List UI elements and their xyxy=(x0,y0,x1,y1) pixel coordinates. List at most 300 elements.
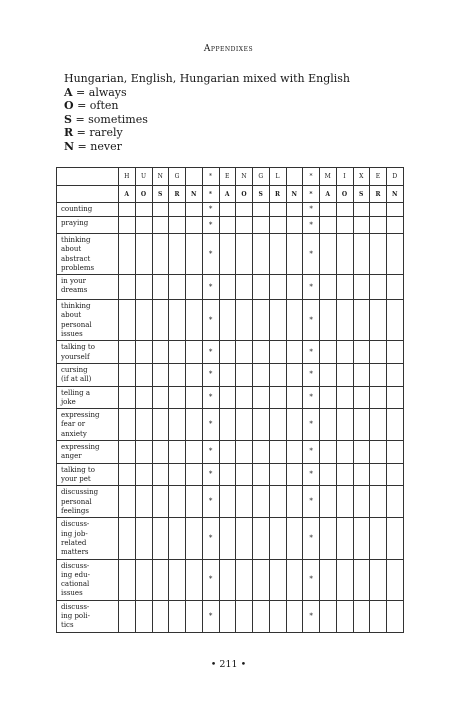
response-cell[interactable] xyxy=(253,203,270,217)
response-cell[interactable] xyxy=(320,386,337,409)
response-cell[interactable] xyxy=(169,600,186,632)
response-cell[interactable] xyxy=(370,409,387,441)
response-cell[interactable] xyxy=(152,300,169,341)
header-cell: R xyxy=(169,186,186,203)
response-cell[interactable] xyxy=(135,234,152,275)
response-cell[interactable] xyxy=(320,234,337,275)
response-cell[interactable] xyxy=(387,518,404,559)
response-cell[interactable] xyxy=(186,409,203,441)
response-cell[interactable] xyxy=(253,559,270,600)
response-cell[interactable] xyxy=(286,341,303,364)
response-cell[interactable] xyxy=(269,234,286,275)
response-cell[interactable] xyxy=(336,486,353,518)
response-cell[interactable] xyxy=(152,217,169,234)
response-cell[interactable] xyxy=(186,363,203,386)
response-cell[interactable] xyxy=(336,363,353,386)
header-cell: A xyxy=(119,186,136,203)
response-cell[interactable] xyxy=(336,600,353,632)
response-cell[interactable] xyxy=(186,559,203,600)
response-cell[interactable] xyxy=(202,600,219,632)
response-cell[interactable] xyxy=(269,559,286,600)
response-cell[interactable] xyxy=(202,341,219,364)
header-cell: O xyxy=(336,186,353,203)
response-cell[interactable] xyxy=(202,300,219,341)
row-label-line: related xyxy=(61,538,87,547)
response-cell[interactable] xyxy=(169,341,186,364)
response-cell[interactable] xyxy=(303,234,320,275)
response-cell[interactable] xyxy=(135,386,152,409)
response-cell[interactable] xyxy=(169,203,186,217)
row-label xyxy=(57,518,119,559)
response-cell[interactable] xyxy=(269,463,286,486)
response-cell[interactable] xyxy=(169,559,186,600)
response-cell[interactable] xyxy=(236,409,253,441)
response-cell[interactable] xyxy=(119,409,136,441)
response-cell[interactable] xyxy=(152,203,169,217)
header-cell: * xyxy=(303,168,320,186)
response-cell[interactable] xyxy=(202,234,219,275)
response-cell[interactable] xyxy=(135,463,152,486)
response-cell[interactable] xyxy=(202,463,219,486)
separator-mark: * xyxy=(208,497,213,506)
response-cell[interactable] xyxy=(169,441,186,464)
row-label-line: fear or xyxy=(61,420,86,429)
response-cell[interactable] xyxy=(269,409,286,441)
response-cell[interactable] xyxy=(370,275,387,300)
header-cell: D xyxy=(387,168,404,186)
response-cell[interactable] xyxy=(387,203,404,217)
response-cell[interactable] xyxy=(202,559,219,600)
response-cell[interactable] xyxy=(269,518,286,559)
response-cell[interactable] xyxy=(152,463,169,486)
response-cell[interactable] xyxy=(253,409,270,441)
response-cell[interactable] xyxy=(169,518,186,559)
separator-mark: * xyxy=(208,575,213,584)
row-label-line: expressing xyxy=(61,443,100,452)
response-cell[interactable] xyxy=(202,486,219,518)
response-cell[interactable] xyxy=(370,518,387,559)
response-cell[interactable] xyxy=(387,559,404,600)
response-cell[interactable] xyxy=(219,363,236,386)
response-cell[interactable] xyxy=(286,234,303,275)
response-cell[interactable] xyxy=(387,441,404,464)
response-cell[interactable] xyxy=(336,341,353,364)
legend-item xyxy=(64,86,350,100)
response-cell[interactable] xyxy=(186,486,203,518)
response-cell[interactable] xyxy=(353,234,370,275)
legend-code: A xyxy=(64,85,73,99)
response-cell[interactable] xyxy=(353,441,370,464)
response-cell[interactable] xyxy=(186,518,203,559)
response-cell[interactable] xyxy=(236,203,253,217)
response-cell[interactable] xyxy=(253,463,270,486)
response-cell[interactable] xyxy=(236,300,253,341)
header-cell: H xyxy=(119,168,136,186)
response-cell[interactable] xyxy=(320,409,337,441)
response-cell[interactable] xyxy=(119,234,136,275)
response-cell[interactable] xyxy=(119,217,136,234)
response-cell[interactable] xyxy=(253,275,270,300)
response-cell[interactable] xyxy=(152,518,169,559)
response-cell[interactable] xyxy=(169,409,186,441)
header-cell: I xyxy=(336,168,353,186)
response-cell[interactable] xyxy=(320,217,337,234)
response-cell[interactable] xyxy=(320,600,337,632)
response-cell[interactable] xyxy=(353,341,370,364)
response-cell[interactable] xyxy=(135,275,152,300)
response-cell[interactable] xyxy=(269,386,286,409)
response-cell[interactable] xyxy=(286,386,303,409)
response-cell[interactable] xyxy=(253,600,270,632)
row-label xyxy=(57,486,119,518)
response-cell[interactable] xyxy=(303,300,320,341)
response-cell[interactable] xyxy=(152,386,169,409)
response-cell[interactable] xyxy=(387,234,404,275)
response-cell[interactable] xyxy=(169,386,186,409)
response-cell[interactable] xyxy=(303,363,320,386)
response-cell[interactable] xyxy=(370,234,387,275)
response-cell[interactable] xyxy=(236,518,253,559)
response-cell[interactable] xyxy=(336,441,353,464)
response-cell[interactable] xyxy=(387,363,404,386)
response-cell[interactable] xyxy=(370,441,387,464)
response-cell[interactable] xyxy=(320,463,337,486)
response-cell[interactable] xyxy=(253,386,270,409)
response-cell[interactable] xyxy=(119,600,136,632)
response-cell[interactable] xyxy=(336,386,353,409)
response-cell[interactable] xyxy=(219,341,236,364)
response-cell[interactable] xyxy=(370,600,387,632)
response-cell[interactable] xyxy=(119,463,136,486)
response-cell[interactable] xyxy=(236,217,253,234)
response-cell[interactable] xyxy=(219,518,236,559)
response-cell[interactable] xyxy=(303,518,320,559)
table-row xyxy=(57,217,404,234)
response-cell[interactable] xyxy=(370,463,387,486)
response-cell[interactable] xyxy=(219,486,236,518)
response-cell[interactable] xyxy=(336,559,353,600)
response-cell[interactable] xyxy=(119,300,136,341)
response-cell[interactable] xyxy=(186,463,203,486)
response-cell[interactable] xyxy=(219,600,236,632)
response-cell[interactable] xyxy=(387,341,404,364)
row-label-line: about xyxy=(61,311,82,320)
response-cell[interactable] xyxy=(236,463,253,486)
response-cell[interactable] xyxy=(387,217,404,234)
response-cell[interactable] xyxy=(320,275,337,300)
response-cell[interactable] xyxy=(269,275,286,300)
response-cell[interactable] xyxy=(135,363,152,386)
response-cell[interactable] xyxy=(387,409,404,441)
response-cell[interactable] xyxy=(202,363,219,386)
response-cell[interactable] xyxy=(387,275,404,300)
table-row xyxy=(57,203,404,217)
response-cell[interactable] xyxy=(286,600,303,632)
response-cell[interactable] xyxy=(202,386,219,409)
response-cell[interactable] xyxy=(253,234,270,275)
response-cell[interactable] xyxy=(135,409,152,441)
response-cell[interactable] xyxy=(387,300,404,341)
response-cell[interactable] xyxy=(303,409,320,441)
response-cell[interactable] xyxy=(303,441,320,464)
response-cell[interactable] xyxy=(152,600,169,632)
response-cell[interactable] xyxy=(152,341,169,364)
response-cell[interactable] xyxy=(353,486,370,518)
response-cell[interactable] xyxy=(320,341,337,364)
response-cell[interactable] xyxy=(387,600,404,632)
response-cell[interactable] xyxy=(135,300,152,341)
response-cell[interactable] xyxy=(303,559,320,600)
response-cell[interactable] xyxy=(236,559,253,600)
response-cell[interactable] xyxy=(269,300,286,341)
response-cell[interactable] xyxy=(152,363,169,386)
response-cell[interactable] xyxy=(336,463,353,486)
response-cell[interactable] xyxy=(353,203,370,217)
response-cell[interactable] xyxy=(119,441,136,464)
response-cell[interactable] xyxy=(286,300,303,341)
response-cell[interactable] xyxy=(269,341,286,364)
response-cell[interactable] xyxy=(370,386,387,409)
response-cell[interactable] xyxy=(219,463,236,486)
response-cell[interactable] xyxy=(353,518,370,559)
response-cell[interactable] xyxy=(219,559,236,600)
separator-mark: * xyxy=(208,315,213,324)
response-cell[interactable] xyxy=(152,234,169,275)
response-cell[interactable] xyxy=(186,300,203,341)
row-label-line: feelings xyxy=(61,506,89,515)
response-cell[interactable] xyxy=(336,300,353,341)
response-cell[interactable] xyxy=(253,341,270,364)
response-cell[interactable] xyxy=(303,486,320,518)
row-label-line: expressing xyxy=(61,411,100,420)
response-cell[interactable] xyxy=(152,441,169,464)
row-label-line: (if at all) xyxy=(61,375,92,384)
response-cell[interactable] xyxy=(186,441,203,464)
response-cell[interactable] xyxy=(353,559,370,600)
response-cell[interactable] xyxy=(169,275,186,300)
response-cell[interactable] xyxy=(353,275,370,300)
response-cell[interactable] xyxy=(236,234,253,275)
response-cell[interactable] xyxy=(236,600,253,632)
response-cell[interactable] xyxy=(253,441,270,464)
response-cell[interactable] xyxy=(119,275,136,300)
response-cell[interactable] xyxy=(353,463,370,486)
table-row xyxy=(57,386,404,409)
response-cell[interactable] xyxy=(135,217,152,234)
response-cell[interactable] xyxy=(152,486,169,518)
response-cell[interactable] xyxy=(320,559,337,600)
row-label xyxy=(57,409,119,441)
response-cell[interactable] xyxy=(387,486,404,518)
response-cell[interactable] xyxy=(186,386,203,409)
response-cell[interactable] xyxy=(202,518,219,559)
response-cell[interactable] xyxy=(135,518,152,559)
response-cell[interactable] xyxy=(186,234,203,275)
table-row xyxy=(57,463,404,486)
row-label-line: anxiety xyxy=(61,429,87,438)
response-cell[interactable] xyxy=(219,203,236,217)
header-cell: U xyxy=(135,168,152,186)
response-cell[interactable] xyxy=(135,486,152,518)
response-cell[interactable] xyxy=(253,363,270,386)
response-cell[interactable] xyxy=(186,275,203,300)
response-cell[interactable] xyxy=(219,217,236,234)
row-label xyxy=(57,275,119,300)
response-cell[interactable] xyxy=(370,217,387,234)
response-cell[interactable] xyxy=(169,486,186,518)
response-cell[interactable] xyxy=(169,363,186,386)
response-cell[interactable] xyxy=(320,300,337,341)
legend-intro: Hungarian, English, Hungarian mixed with English xyxy=(64,72,351,85)
response-cell[interactable] xyxy=(303,386,320,409)
response-cell[interactable] xyxy=(370,203,387,217)
response-cell[interactable] xyxy=(303,341,320,364)
response-cell[interactable] xyxy=(269,203,286,217)
response-cell[interactable] xyxy=(269,217,286,234)
response-cell[interactable] xyxy=(286,275,303,300)
response-cell[interactable] xyxy=(119,518,136,559)
response-cell[interactable] xyxy=(269,600,286,632)
response-cell[interactable] xyxy=(135,441,152,464)
response-cell[interactable] xyxy=(353,300,370,341)
response-cell[interactable] xyxy=(253,518,270,559)
header-cell: O xyxy=(236,186,253,203)
response-cell[interactable] xyxy=(370,363,387,386)
response-cell[interactable] xyxy=(186,600,203,632)
response-cell[interactable] xyxy=(336,275,353,300)
response-cell[interactable] xyxy=(320,518,337,559)
response-cell[interactable] xyxy=(202,217,219,234)
response-cell[interactable] xyxy=(353,363,370,386)
response-cell[interactable] xyxy=(303,600,320,632)
response-cell[interactable] xyxy=(219,386,236,409)
response-cell[interactable] xyxy=(135,203,152,217)
response-cell[interactable] xyxy=(152,275,169,300)
response-cell[interactable] xyxy=(320,203,337,217)
response-cell[interactable] xyxy=(236,341,253,364)
response-cell[interactable] xyxy=(320,441,337,464)
legend-code: N xyxy=(64,139,75,153)
row-label xyxy=(57,441,119,464)
response-cell[interactable] xyxy=(320,486,337,518)
table-row xyxy=(57,559,404,600)
response-cell[interactable] xyxy=(236,386,253,409)
response-cell[interactable] xyxy=(269,486,286,518)
response-cell[interactable] xyxy=(303,275,320,300)
response-cell[interactable] xyxy=(320,363,337,386)
response-cell[interactable] xyxy=(269,363,286,386)
response-cell[interactable] xyxy=(286,441,303,464)
response-cell[interactable] xyxy=(236,275,253,300)
response-cell[interactable] xyxy=(286,363,303,386)
response-cell[interactable] xyxy=(286,217,303,234)
response-cell[interactable] xyxy=(236,486,253,518)
response-cell[interactable] xyxy=(286,203,303,217)
response-cell[interactable] xyxy=(169,217,186,234)
response-cell[interactable] xyxy=(336,217,353,234)
header-blank-cell xyxy=(57,186,119,203)
response-cell[interactable] xyxy=(387,386,404,409)
row-label-line: abstract xyxy=(61,254,91,263)
response-cell[interactable] xyxy=(186,217,203,234)
response-cell[interactable] xyxy=(202,203,219,217)
separator-mark: * xyxy=(309,347,313,356)
response-cell[interactable] xyxy=(286,559,303,600)
response-cell[interactable] xyxy=(202,441,219,464)
header-cell: M xyxy=(320,168,337,186)
response-cell[interactable] xyxy=(303,463,320,486)
response-cell[interactable] xyxy=(253,486,270,518)
response-cell[interactable] xyxy=(169,234,186,275)
table-row xyxy=(57,409,404,441)
row-label-line: cursing xyxy=(61,365,88,374)
response-cell[interactable] xyxy=(236,441,253,464)
response-cell[interactable] xyxy=(336,409,353,441)
response-cell[interactable] xyxy=(219,234,236,275)
response-cell[interactable] xyxy=(286,463,303,486)
response-cell[interactable] xyxy=(370,559,387,600)
row-label-line: joke xyxy=(61,397,76,406)
response-cell[interactable] xyxy=(353,409,370,441)
response-cell[interactable] xyxy=(202,275,219,300)
row-label-line: issues xyxy=(61,330,83,339)
response-cell[interactable] xyxy=(119,363,136,386)
response-cell[interactable] xyxy=(286,486,303,518)
response-cell[interactable] xyxy=(236,363,253,386)
response-cell[interactable] xyxy=(269,441,286,464)
response-cell[interactable] xyxy=(119,203,136,217)
header-cell: R xyxy=(370,186,387,203)
response-cell[interactable] xyxy=(135,600,152,632)
response-cell[interactable] xyxy=(353,386,370,409)
response-cell[interactable] xyxy=(202,409,219,441)
response-cell[interactable] xyxy=(169,300,186,341)
response-cell[interactable] xyxy=(336,203,353,217)
response-cell[interactable] xyxy=(353,217,370,234)
response-cell[interactable] xyxy=(370,486,387,518)
response-cell[interactable] xyxy=(135,341,152,364)
response-cell[interactable] xyxy=(336,234,353,275)
response-cell[interactable] xyxy=(370,341,387,364)
response-cell[interactable] xyxy=(219,441,236,464)
response-cell[interactable] xyxy=(253,217,270,234)
response-cell[interactable] xyxy=(186,341,203,364)
separator-mark: * xyxy=(309,447,313,456)
response-cell[interactable] xyxy=(135,559,152,600)
response-cell[interactable] xyxy=(286,409,303,441)
response-cell[interactable] xyxy=(387,463,404,486)
response-cell[interactable] xyxy=(219,275,236,300)
response-cell[interactable] xyxy=(119,559,136,600)
response-cell[interactable] xyxy=(152,559,169,600)
response-cell[interactable] xyxy=(169,463,186,486)
row-label-line: thinking xyxy=(61,236,91,244)
response-cell[interactable] xyxy=(253,300,270,341)
response-cell[interactable] xyxy=(119,486,136,518)
response-cell[interactable] xyxy=(303,217,320,234)
response-cell[interactable] xyxy=(353,600,370,632)
response-cell[interactable] xyxy=(286,518,303,559)
response-cell[interactable] xyxy=(303,203,320,217)
response-cell[interactable] xyxy=(186,203,203,217)
response-cell[interactable] xyxy=(370,300,387,341)
response-cell[interactable] xyxy=(119,386,136,409)
response-cell[interactable] xyxy=(152,409,169,441)
response-cell[interactable] xyxy=(119,341,136,364)
response-cell[interactable] xyxy=(219,409,236,441)
response-cell[interactable] xyxy=(336,518,353,559)
response-cell[interactable] xyxy=(219,300,236,341)
